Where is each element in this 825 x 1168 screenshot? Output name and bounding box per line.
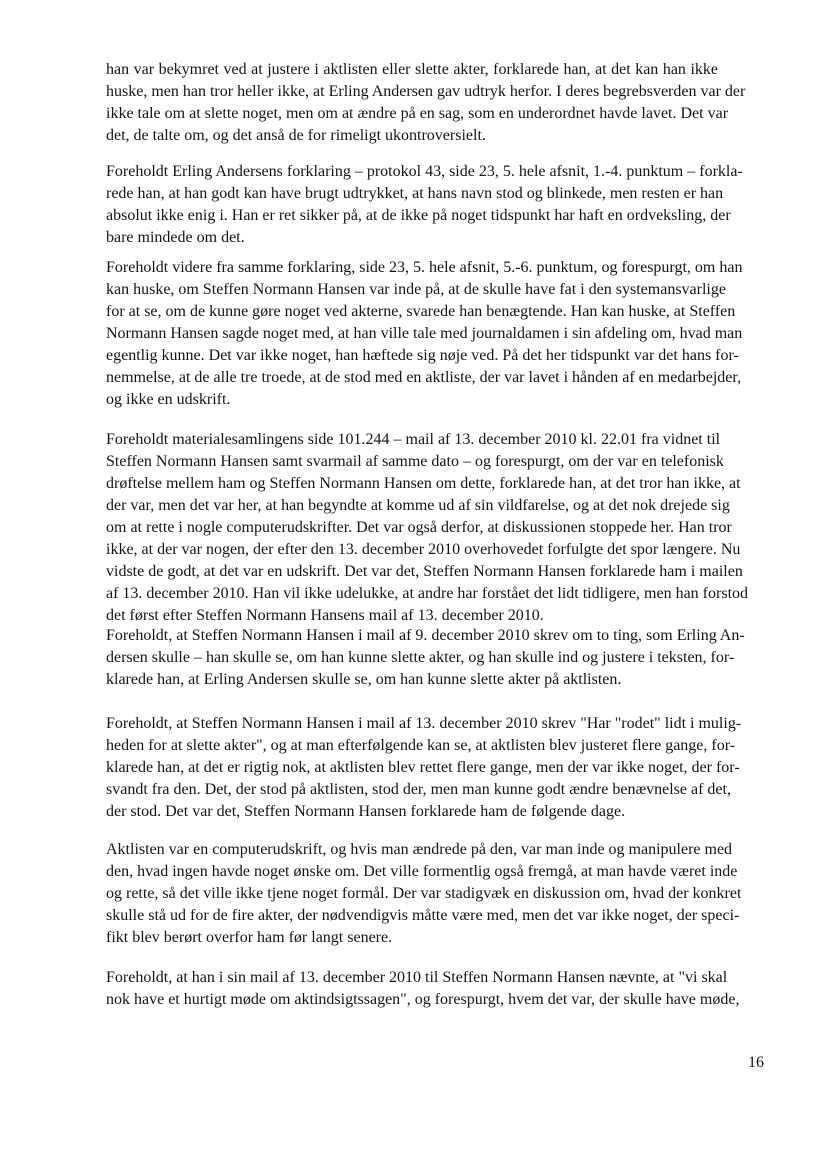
text-line: Foreholdt Erling Andersens forklaring – protokol 43, side 23, 5. hele afsnit, 1.-4. punktum – forkla- bbox=[106, 163, 743, 180]
text-line: ikke, at der var nogen, der efter den 13. december 2010 overhovedet forfulgte det spor længere. Nu bbox=[106, 541, 741, 558]
text-line: Foreholdt materialesamlingens side 101.244 – mail af 13. december 2010 kl. 22.01 fra vidnet til bbox=[106, 431, 721, 448]
paragraph bbox=[106, 59, 746, 147]
text-line: nemmelse, at de alle tre troede, at de stod med en aktliste, der var lavet i hånden af en medarbejder, bbox=[106, 369, 742, 386]
text-line: egentlig kunne. Det var ikke noget, han hæftede sig nøje ved. På det her tidspunkt var det hans for- bbox=[106, 347, 739, 364]
text-line: bare mindede om det. bbox=[106, 229, 245, 246]
text-line: af 13. december 2010. Han vil ikke udelukke, at andre har forstået det lidt tidligere, men han forstod bbox=[106, 585, 749, 602]
text-line: der var, men det var her, at han begyndte at komme ud af sin vildfarelse, og at det nok drejede sig bbox=[106, 497, 730, 514]
text-line: klarede han, at det er rigtig nok, at aktlisten blev rettet flere gange, men der var ikke noget, der for- bbox=[106, 759, 740, 776]
text-line: Foreholdt, at han i sin mail af 13. december 2010 til Steffen Normann Hansen nævnte, at "vi skal bbox=[106, 969, 728, 986]
text-line: absolut ikke enig i. Han er ret sikker på, at de ikke på noget tidspunkt har haft en ordveksling, der bbox=[106, 207, 731, 224]
text-line: klarede han, at Erling Andersen skulle se, om han kunne slette akter på aktlisten. bbox=[106, 671, 622, 688]
text-line: fikt blev berørt overfor ham før langt senere. bbox=[106, 929, 393, 946]
paragraph bbox=[106, 161, 743, 249]
paragraph bbox=[106, 713, 742, 823]
text-line: Steffen Normann Hansen samt svarmail af samme dato – og forespurgt, om der var en telefonisk bbox=[106, 453, 724, 470]
paragraph bbox=[106, 257, 743, 411]
text-line: og rette, så det ville ikke tjene noget formål. Der var stadigvæk en diskussion om, hvad der konkret bbox=[106, 885, 742, 902]
text-line: ikke tale om at slette noget, men om at ændre på en sag, som en underordnet havde lavet. Det var bbox=[106, 105, 729, 122]
text-line: huske, men han tror heller ikke, at Erling Andersen gav udtryk herfor. I deres begrebsverden var der bbox=[106, 83, 746, 100]
text-line: rede han, at han godt kan have brugt udtrykket, at hans navn stod og blinkede, men resten er han bbox=[106, 185, 724, 202]
text-line: svandt fra den. Det, der stod på aktlisten, stod der, men man kunne godt ændre benævnelse af det, bbox=[106, 781, 731, 798]
text-line: dersen skulle – han skulle se, om han kunne slette akter, og han skulle ind og justere i teksten, for- bbox=[106, 649, 735, 666]
paragraph bbox=[106, 429, 749, 627]
text-line: den, hvad ingen havde noget ønske om. Det ville formentlig også fremgå, at man havde været inde bbox=[106, 863, 738, 880]
paragraph bbox=[106, 625, 745, 691]
text-line: Foreholdt videre fra samme forklaring, side 23, 5. hele afsnit, 5.-6. punktum, og forespurgt, om han bbox=[106, 259, 743, 276]
text-line: nok have et hurtigt møde om aktindsigtssagen", og forespurgt, hvem det var, der skulle have møde, bbox=[106, 991, 740, 1008]
text-line: Normann Hansen sagde noget med, at han ville tale med journaldamen i sin afdeling om, hvad man bbox=[106, 325, 743, 342]
text-line: Foreholdt, at Steffen Normann Hansen i mail af 13. december 2010 skrev "Har "rodet" lidt i mulig- bbox=[106, 715, 742, 732]
page-number: 16 bbox=[748, 1054, 764, 1071]
text-line: og ikke en udskrift. bbox=[106, 391, 231, 408]
text-line: drøftelse mellem ham og Steffen Normann Hansen om dette, forklarede han, at det tror han ikke, at bbox=[106, 475, 741, 492]
text-line: det først efter Steffen Normann Hansens mail af 13. december 2010. bbox=[106, 607, 544, 624]
text-line: kan huske, om Steffen Normann Hansen var inde på, at de skulle have fat i den systemansvarlige bbox=[106, 281, 726, 298]
paragraph bbox=[106, 839, 742, 949]
text-line: Foreholdt, at Steffen Normann Hansen i mail af 9. december 2010 skrev om to ting, som Erling An- bbox=[106, 627, 745, 644]
text-line: skulle stå ud for de fire akter, der nødvendigvis måtte være med, men det var ikke noget, der speci- bbox=[106, 907, 740, 924]
text-line: heden for at slette akter", og at man efterfølgende kan se, at aktlisten blev justeret flere gange, for- bbox=[106, 737, 736, 754]
text-line: for at se, om de kunne gøre noget ved akterne, svarede han benægtende. Han kan huske, at Steffen bbox=[106, 303, 736, 320]
paragraph bbox=[106, 967, 740, 1011]
text-line: Aktlisten var en computerudskrift, og hvis man ændrede på den, var man inde og manipulere med bbox=[106, 841, 733, 858]
text-line: han var bekymret ved at justere i aktlisten eller slette akter, forklarede han, at det kan han ikke bbox=[106, 61, 718, 78]
text-line: om at rette i nogle computerudskrifter. Det var også derfor, at diskussionen stoppede her. Han tror bbox=[106, 519, 732, 536]
text-line: der stod. Det var det, Steffen Normann Hansen forklarede ham de følgende dage. bbox=[106, 803, 626, 820]
text-line: vidste de godt, at det var en udskrift. Det var det, Steffen Normann Hansen forklarede ham i mailen bbox=[106, 563, 743, 580]
text-line: det, de talte om, og det anså de for rimeligt ukontroversielt. bbox=[106, 127, 486, 144]
